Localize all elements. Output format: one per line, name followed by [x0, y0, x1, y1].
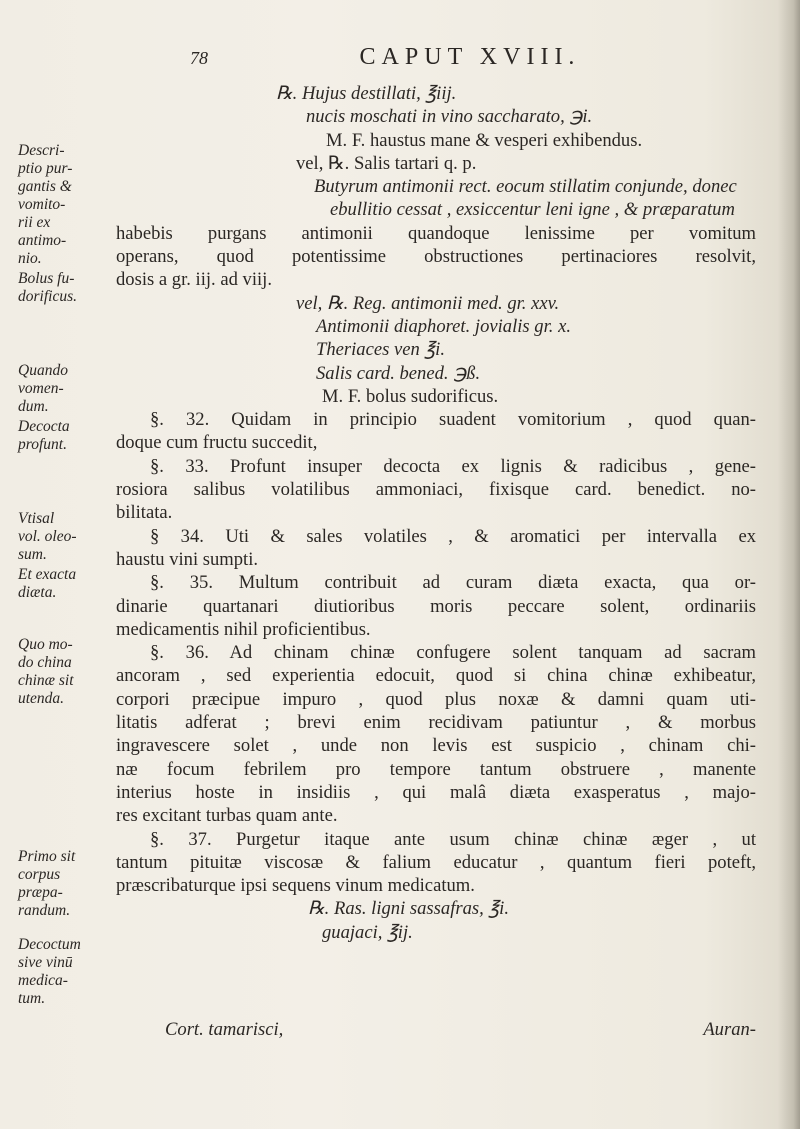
text-line: bilitata. [116, 502, 173, 524]
margin-line: vol. oleo- [18, 528, 77, 545]
margin-note-utisal [18, 510, 100, 564]
margin-line: Descri- [18, 142, 65, 159]
text-line: medicamentis nihil proficientibus. [116, 618, 371, 640]
margin-line: ptio pur- [18, 160, 73, 177]
margin-line: chinæ sit [18, 672, 74, 689]
text-line: §. 36. Ad chinam chinæ confugere solent tanquam ad sacram [150, 642, 756, 664]
text-line: tantum pituitæ viscosæ & falium educatur , quantum fieri poteft, [116, 851, 756, 873]
margin-line: Decocta [18, 418, 70, 435]
margin-note-bolus [18, 270, 100, 306]
text-line: litatis adferat ; brevi enim recidivam patiuntur , & morbus [116, 712, 756, 734]
text-line: doque cum fructu succedit, [116, 432, 318, 454]
margin-line: dum. [18, 398, 49, 415]
margin-line: sive vinū [18, 954, 73, 971]
text-line: nucis moschati in vino saccharato, ℈i. [306, 106, 593, 128]
text-line: guajaci, ℥ij. [322, 921, 413, 943]
text-line: ancoram , sed experientia edocuit, quod si china chinæ exhibeatur, [116, 665, 756, 687]
margin-line: sum. [18, 546, 47, 563]
main-text [116, 82, 756, 944]
text-line: næ focum febrilem pro tempore tantum obstruere , manente [116, 758, 756, 780]
margin-line: Et exacta [18, 566, 77, 583]
margin-line: do china [18, 654, 72, 671]
margin-line: Quo mo- [18, 636, 73, 653]
text-line: § 34. Uti & sales volatiles , & aromatici per intervalla ex [150, 525, 756, 547]
margin-line: Decoctum [18, 936, 81, 953]
running-head: CAPUT XVIII. [359, 44, 581, 70]
margin-line: præpa- [18, 884, 63, 901]
page-edge-shadow [778, 0, 800, 1129]
text-line: M. F. bolus sudorificus. [322, 385, 499, 407]
margin-line: gantis & [18, 178, 72, 195]
margin-line: vomito- [18, 196, 66, 213]
text-line: ingravescere solet , unde non levis est suspicio , chinam chi- [116, 735, 756, 757]
margin-line: medica- [18, 972, 68, 989]
margin-note-decoctum [18, 936, 100, 1008]
text-line: dinarie quartanari diutioribus moris peccare solent, ordinariis [116, 595, 756, 617]
text-line: interius hoste in insidiis , qui malâ diæta exasperatus , majo- [116, 781, 756, 803]
margin-line: Bolus fu- [18, 270, 75, 287]
margin-line: corpus [18, 866, 61, 883]
text-line: §. 37. Purgetur itaque ante usum chinæ chinæ æger , ut [150, 828, 756, 850]
margin-note-decocta [18, 418, 100, 454]
margin-line: Vtisal [18, 510, 55, 527]
page-header [190, 44, 750, 72]
text-line: §. 35. Multum contribuit ad curam diæta exacta, qua or- [150, 572, 756, 594]
text-line: dosis a gr. iij. ad viij. [116, 269, 272, 291]
margin-note-quo-modo [18, 636, 100, 708]
text-line: habebis purgans antimonii quandoque lenissime per vomitum [116, 222, 756, 244]
text-line: res excitant turbas quam ante. [116, 805, 338, 827]
text-line: corpori præcipue impuro , quod plus noxæ & damni quam uti- [116, 688, 756, 710]
margin-line: Primo sit [18, 848, 76, 865]
text-line: M. F. haustus mane & vesperi exhibendus. [326, 129, 643, 151]
margin-line: Quando [18, 362, 68, 379]
text-line: rosiora salibus volatilibus ammoniaci, fixisque card. benedict. no- [116, 479, 756, 501]
recipe-last-line: Cort. tamarisci, [165, 1019, 284, 1040]
text-line: §. 33. Profunt insuper decocta ex lignis & radicibus , gene- [150, 455, 756, 477]
text-line: §. 32. Quidam in principio suadent vomitorium , quod quan- [150, 409, 756, 431]
text-line: ℞. Ras. ligni sassafras, ℥i. [308, 898, 509, 920]
margin-line: randum. [18, 902, 71, 919]
text-line: haustu vini sumpti. [116, 548, 259, 570]
text-line: ℞. Hujus destillati, ℥iij. [276, 83, 457, 104]
text-line: Salis card. bened. ℈ß. [316, 362, 481, 384]
margin-line: utenda. [18, 690, 65, 707]
margin-line: antimo- [18, 232, 67, 249]
text-line: præscribaturque ipsi sequens vinum medicatum. [116, 875, 475, 897]
text-line: operans, quod potentissime obstructiones pertinaciores resolvit, [116, 246, 756, 268]
text-line: Antimonii diaphoret. jovialis gr. x. [316, 315, 571, 337]
margin-note-primo [18, 848, 100, 920]
text-line: Theriaces ven ℥i. [316, 339, 445, 361]
text-line: vel, ℞. Reg. antimonii med. gr. xxv. [296, 292, 560, 314]
margin-line: vomen- [18, 380, 64, 397]
margin-line: tum. [18, 990, 46, 1007]
margin-note-descriptio [18, 142, 100, 268]
margin-line: rii ex [18, 214, 51, 231]
text-line: ebullitio cessat , exsiccentur leni igne , & præparatum [330, 199, 735, 221]
margin-note-quando [18, 362, 100, 416]
text-line: vel, ℞. Salis tartari q. p. [296, 152, 477, 174]
margin-line: nio. [18, 250, 42, 267]
margin-line: dorificus. [18, 288, 77, 305]
margin-note-exacta [18, 566, 100, 602]
text-line: Butyrum antimonii rect. eocum stillatim conjunde, donec [314, 176, 737, 198]
margin-line: profunt. [18, 436, 67, 453]
catchword: Auran- [703, 1019, 756, 1040]
margin-line: diæta. [18, 584, 57, 601]
page-number: 78 [190, 48, 208, 68]
